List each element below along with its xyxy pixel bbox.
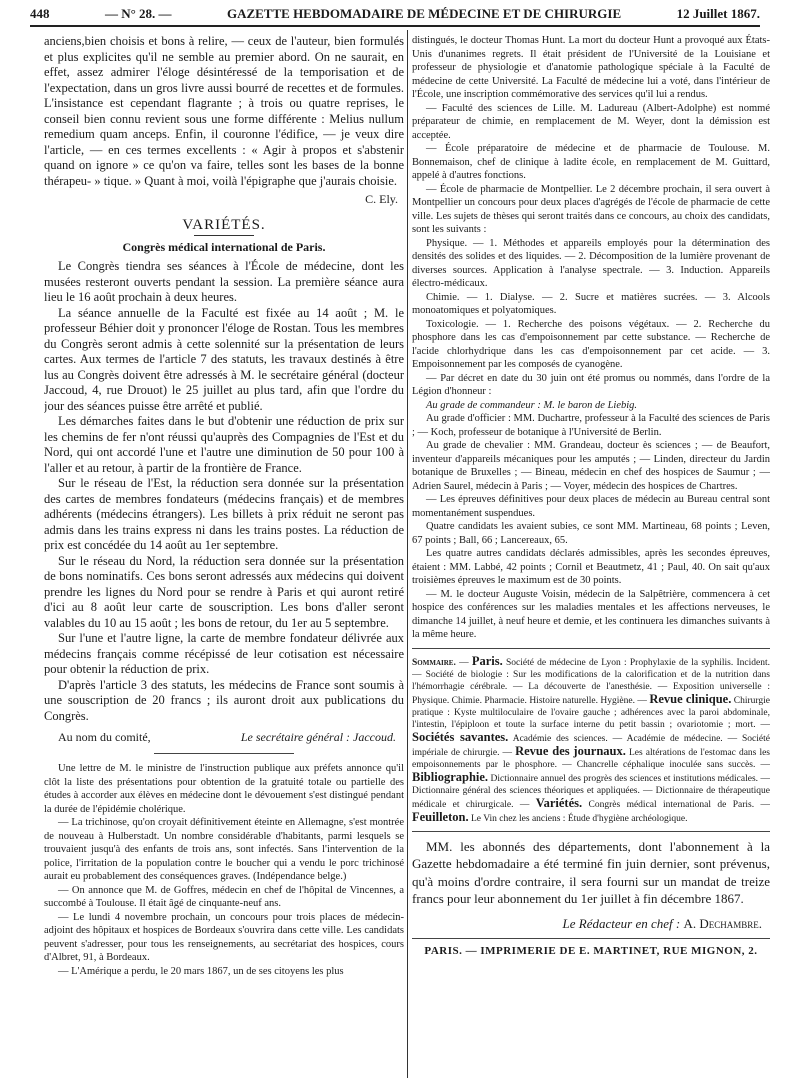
news-item: — Les épreuves définitives pour deux places de médecin au Bureau central sont momentanément suspendues. <box>412 494 770 519</box>
summary-section-title: Paris. <box>471 653 503 668</box>
paragraph: La séance annuelle de la Faculté est fixée au 14 août ; M. le professeur Béhier doit y prononcer l'éloge de Rostan. Tous les membres du Congrès seront admis à cette solennité sur la présentation de leurs cartes. Aux termes de l'article 7 des statuts, les travaux destinés à être lus au Congrès doivent être adressés à M. le secrétaire général (docteur Jaccoud, 4, rue Drouot) le 25 juillet au plus tard, afin que l'ordre du jour des séances puisse être arrêté et publié. <box>44 305 404 413</box>
summary-section-title: Sociétés savantes. <box>412 729 509 744</box>
summary-section-text: Académie des sciences. — Académie de médecine. — Société impériale de chirurgie. <box>412 733 770 758</box>
redacteur-signature <box>412 916 762 932</box>
page-header <box>30 4 760 24</box>
news-item: — M. le docteur Auguste Voisin, médecin de la Salpêtrière, commencera à cet hospice des conférences sur les maladies mentales et les affections nerveuses, le dimanche 14 juillet, à neuf heure et demie, et les continuera les dimanches suivants à la même heure. <box>412 588 770 640</box>
subscription-notice: MM. les abonnés des départements, dont l'abonnement à la Gazette hebdomadaire a été terminé fin juin dernier, sont prévenus, qu'à moins d'ordre contraire, il sera fourni sur un mandat de treize francs pour leur abonnement du 1er juillet à fin décembre 1867. <box>412 838 770 906</box>
summary-section-title: Bibliographie. <box>412 769 489 784</box>
section-separator <box>154 753 294 754</box>
news-items-continued <box>412 34 770 642</box>
page-number: 448 <box>30 6 50 21</box>
printer-imprint: PARIS. — IMPRIMERIE DE E. MARTINET, RUE MIGNON, 2. <box>424 944 758 957</box>
news-item: distingués, le docteur Thomas Hunt. La mort du docteur Hunt a provoqué aux États-Unis d'unanimes regrets. Il était président de l'Université de la Louisiane et professeur de physiologie et d'anatomie pathologique spéciale à la Faculté de médecine de cette Université. La Faculté de médecine lui a voté, dans l'intérieur de l'École, une inscription commémorative des services qu'il lui a rendus. <box>412 35 770 100</box>
news-item: — École de pharmacie de Montpellier. Le 2 décembre prochain, il sera ouvert à Montpellier un concours pour deux places d'agrégés de l'école de pharmacie de cette ville. Les sujets de thèses qui seront traités dans ce concours, au choix des candidats, sont les suivants : <box>412 183 770 235</box>
comite-signature <box>58 730 396 745</box>
author-signature: C. Ely. <box>365 192 398 206</box>
news-item: — École préparatoire de médecine et de pharmacie de Toulouse. M. Bonnemaison, chef de clinique à ladite école, en remplacement de M. Guittard, appelé à d'autres fonctions. <box>412 143 770 181</box>
summary-section-title: Variétés. <box>535 795 583 810</box>
imprint-rule <box>412 938 770 939</box>
paragraph: D'après l'article 3 des statuts, les médecins de France sont soumis à une souscription de 20 francs ; ils auront droit aux publications du Congrès. <box>44 677 404 723</box>
varietes-heading: VARIÉTÉS. <box>182 217 266 233</box>
summary-rule <box>412 648 770 649</box>
paragraph: Les démarches faites dans le but d'obtenir une réduction de prix sur les chemins de fer n'ont réussi qu'auprès des Compagnies de l'Est et du Nord, qui ont accordé l'une et l'autre une diminution de 50 pour 100 à l'aller et au retour, à partir de la frontière de France. <box>44 414 404 475</box>
summary-section-title: Revue des journaux. <box>515 743 626 758</box>
news-item: — Faculté des sciences de Lille. M. Ladureau (Albert-Adolphe) est nommé préparateur de chimie, en remplacement de M. Weyer, dont la démission est acceptée. <box>412 102 770 141</box>
news-item: Une lettre de M. le ministre de l'instruction publique aux préfets annonce qu'il clôt la liste des présentations pour obtention de la gratuité totale ou partielle des études à accorder aux élèves en médecine dont le dévouement s'est distingué pendant la durée de l'épidémie cholérique. <box>44 763 404 815</box>
congres-article <box>44 259 404 724</box>
congres-heading: Congrès médical international de Paris. <box>122 240 326 254</box>
issue-date: 12 Juillet 1867. <box>676 6 760 21</box>
paragraph: Le Congrès tiendra ses séances à l'École de médecine, dont les musées resteront ouverts pendant la session. La première séance aura lieu le 16 août prochain à deux heures. <box>44 259 404 304</box>
summary-section-title: Revue clinique. <box>649 691 732 706</box>
notice-rule <box>412 831 770 832</box>
news-item: — Le lundi 4 novembre prochain, un concours pour trois places de médecin-adjoint des hôpitaux et hospices de Bordeaux s'ouvrira dans cette ville. Les candidats peuvent s'adresser, pour tous les renseignements, au secrétariat des hospices, cours d'Albret, 91, à Bordeaux. <box>44 911 404 963</box>
news-item: Au grade de chevalier : MM. Grandeau, docteur ès sciences ; — de Beaufort, inventeur d'appareils mécaniques pour les amputés ; — Linden, directeur du Jardin botanique de Bruxelles ; — Bineau, médecin en chef des hospices de Saumur ; — Adrien Saurel, médecin à Paris ; — Voyer, médecin des hospices de Chartres. <box>412 440 770 492</box>
summary-box: Sommaire. — Paris. Société de médecine de Lyon : Prophylaxie de la syphilis. Incident. — Société de biologie : Sur les modifications de la calorification et de la nutrition dans l'hémorrhagie cérébrale. — La découverte de l'anesthésie. — Exposition universelle : Physique. Chimie. Pharmacie. Histoire naturelle. Hygiène. — Revue clinique. Chirurgie pratique : Kyste multiloculaire de l'ovaire gauche ; adhérences avec la paroi abdominale, l'intestin, l'épiploon et toute la surface interne du petit bassin ; ovariotomie ; mort. — Sociétés savantes. Académie des sciences. — Académie de médecine. — Société impériale de chirurgie. — Revue des journaux. Les altérations de l'estomac dans les empoisonnements par le phosphore. — Chancrelle céphalique inoculée sans succès. — Bibliographie. Dictionnaire annuel des progrès des sciences et institutions médicales. — Dictionnaire général des sciences théoriques et appliquées. — Dictionnaire de thérapeutique médicale et chirurgicale. — Variétés. Congrès médical international de Paris. — Feuilleton. Le Vin chez les anciens : Étude d'hygiène archéologique. <box>412 653 770 824</box>
summary-section-text: Dictionnaire annuel des progrès des sciences et institutions médicales. — Dictionnaire général des sciences théoriques et appliquées. — Dictionnaire de thérapeutique médicale et chirurgicale. <box>412 773 770 810</box>
redacteur-label: Le Rédacteur en chef : <box>562 915 681 931</box>
news-item: Au grade d'officier : MM. Duchartre, professeur à la Faculté des sciences de Paris ; — Koch, professeur de botanique à l'Université de Berlin. <box>412 413 770 438</box>
column-divider <box>407 30 408 1078</box>
news-item: Physique. — 1. Méthodes et appareils employés pour la détermination des densités des solides et des liquides. — 2. Décomposition de la lumière provenant de diverses sources. Application à l'analyse spectrale. — 3. Induction. Appareils électro-médicaux. <box>412 237 770 289</box>
journal-title: GAZETTE HEBDOMADAIRE DE MÉDECINE ET DE CHIRURGIE <box>226 6 622 21</box>
summary-section-text: Le Vin chez les anciens : Étude d'hygiène archéologique. <box>470 813 688 824</box>
left-column <box>44 34 404 1079</box>
feuilleton-conclusion: anciens,bien choisis et bons à relire, — ceux de l'auteur, bien formulés et plus explicites qu'il ne semble au premier abord. On ne saurait, en effet, assez admirer l'éloge désintéressé de la temporisation et de l'expectation, dans un gros livre aussi bourré de recettes et de formules. L'insistance est cependant flagrante ; à trois ou quatre reprises, le conseil bien connu revient sous une forme différente : Melius nullum remedium quam anceps. Enfin, il couronne l'édifice, — je veux dire l'article, — en ces termes excellents : « Agir à propos et s'abstenir quand on ignore » ce qu'on va faire, telles sont les bases de la bonne thérapeu- » tique. » Quant à moi, voilà l'épigraphe que j'aurais choisie. <box>44 34 404 188</box>
summary-label: Sommaire. <box>412 657 456 668</box>
news-item: — La trichinose, qu'on croyait définitivement éteinte en Allemagne, s'est montrée de nouveau à Hulberstadt. Un nombre considérable d'habitants, parmi lesquels se trouvaient jusqu'à des enfants de trois ans, sont infectés. Sans l'intervention de la police, l'irritation de la population contre le boucher qui a vendu le porc trichinosé aurait eu probablement des conséquences graves. (Indépendance belge.) <box>44 817 404 882</box>
issue-number: — N° 28. — <box>104 6 172 21</box>
news-item: Quatre candidats les avaient subies, ce sont MM. Martineau, 68 points ; Leven, 67 points ; Ball, 66 ; Lancereaux, 65. <box>412 521 770 546</box>
comite-label: Au nom du comité, <box>58 730 151 744</box>
news-item: Au grade de commandeur : M. le baron de Liebig. <box>426 399 638 411</box>
summary-section-text: Chirurgie pratique : Kyste multiloculaire de l'ovaire gauche ; adhérences avec la paroi abdominale, l'intestin, l'épiploon et toute la surface interne du petit bassin ; ovariotomie ; mort. <box>412 695 770 730</box>
news-item: Chimie. — 1. Dialyse. — 2. Sucre et matières sucrées. — 3. Alcools monoatomiques et polyatomiques. <box>412 291 770 316</box>
header-rule <box>30 25 760 27</box>
summary-section-text: Congrès médical international de Paris. <box>588 799 755 810</box>
right-column <box>412 34 770 1079</box>
news-item: Toxicologie. — 1. Recherche des poisons végétaux. — 2. Recherche du phosphore dans les cas d'empoisonnement par cette substance. — Recherche de l'acide chlorhydrique dans les cas d'empoisonnement par cet acide. — 3. Empoisonnement par les composés de cyanogène. <box>412 318 770 370</box>
news-items <box>44 762 404 978</box>
summary-section-title: Feuilleton. <box>412 809 469 824</box>
redacteur-name: A. Dechambre. <box>683 915 762 931</box>
paragraph: Sur l'une et l'autre ligne, la carte de membre fondateur délivrée aux médecins français comme récépissé de leur cotisation est nécessaire pour obtenir la réduction de prix. <box>44 631 404 676</box>
paragraph: Sur le réseau du Nord, la réduction sera donnée sur la présentation de bons nominatifs. Ces bons seront adressés aux médecins qui doivent prendre les lignes du Nord pour se rendre à Paris et qui auront retiré d'ici au 8 août leur carte de souscription. Les bons d'aller seront valables du 10 au 15 août ; les bons de retour, du 1er au 5 septembre. <box>44 553 404 630</box>
news-item: — Par décret en date du 30 juin ont été promus ou nommés, dans l'ordre de la Légion d'honneur : <box>412 372 770 397</box>
news-item: — L'Amérique a perdu, le 20 mars 1867, un de ses citoyens les plus <box>58 965 344 977</box>
secretaire-signature: Le secrétaire général : Jaccoud. <box>240 730 396 744</box>
news-item: Les quatre autres candidats déclarés admissibles, après les secondes épreuves, étaient : MM. Labbé, 42 points ; Cornil et Beautmetz, 41 ; Paul, 40. On sait qu'aux troisièmes épreuves le maximum est de 30 points. <box>412 548 770 586</box>
summary-section-text: Société de médecine de Lyon : Prophylaxie de la syphilis. Incident. — Société de biologie : Sur les modifications de la calorification et de la nutrition dans l'hémorrhagie cérébrale. — La découverte de l'anesthésie. — Exposition universelle : Physique. Chimie. Pharmacie. Histoire naturelle. Hygiène. <box>412 657 770 706</box>
news-item: — On annonce que M. de Goffres, médecin en chef de l'hôpital de Vincennes, a succombé à Toulouse. Il était âgé de cinquante-neuf ans. <box>44 884 404 909</box>
paragraph: Sur le réseau de l'Est, la réduction sera donnée sur la présentation des cartes de membres fondateurs (médecins français) et de membres adhérents (médecins étrangers). Les billets à prix réduit ne seront pas admis dans les trains express ni dans les trains postes. La réduction de prix est concédée du 14 août au 1er septembre. <box>44 476 404 552</box>
heading-rule <box>194 235 254 236</box>
summary-section-text: Les altérations de l'estomac dans les empoisonnements par le phosphore. — Chancrelle céphalique inoculée sans succès. <box>412 747 770 770</box>
